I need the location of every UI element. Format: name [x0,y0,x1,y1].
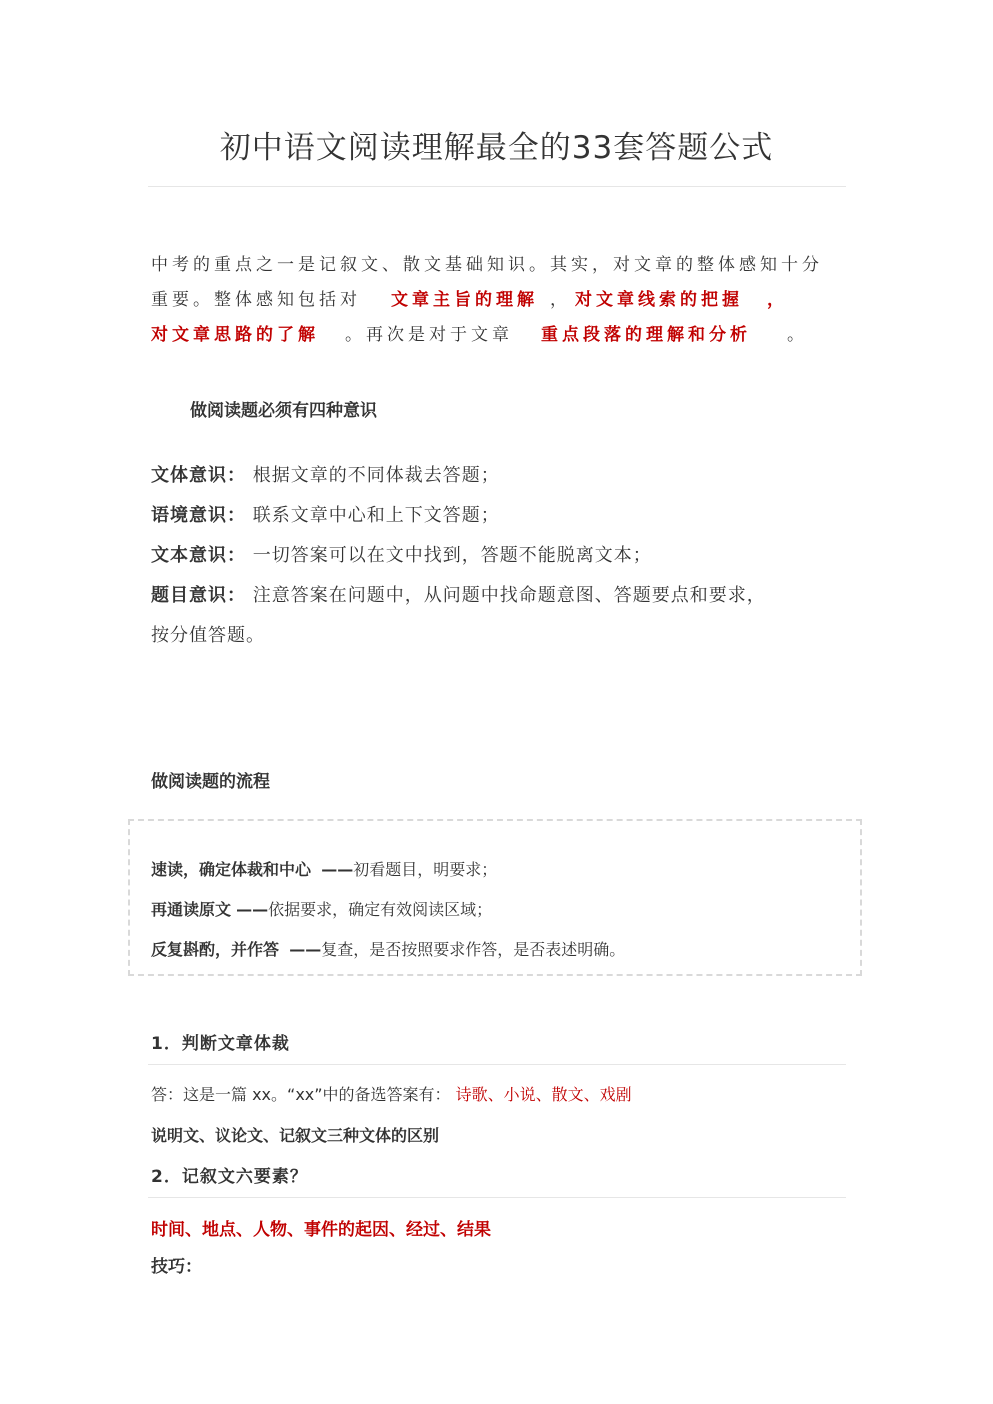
awareness-text: 注意答案在问题中，从问题中找命题意图、答题要点和要求， [252,585,766,606]
flow-list [151,850,625,970]
awareness-text: 根据文章的不同体裁去答题； [252,465,500,486]
flow-text: 依据要求，确定有效阅读区域； [268,900,493,919]
section-2-divider [148,1197,846,1198]
awareness-text: 联系文章中心和上下文答题； [252,505,500,526]
section-1-divider [148,1064,846,1065]
flow-dash: —— [289,940,322,959]
highlight-theme: 文章主旨的理解 [391,290,538,310]
highlight-key-paragraphs: 重点段落的理解和分析 [541,325,751,345]
flow-step: 再通读原文 [151,900,232,919]
flow-heading: 做阅读题的流程 [151,772,270,792]
awareness-label: 题目意识： [151,585,246,606]
awareness-label: 文体意识： [151,465,246,486]
intro-line-1: 中考的重点之一是记叙文、散文基础知识。其实，对文章的整体感知十分 [151,255,823,275]
flow-text: 初看题目，明要求； [353,860,498,879]
awareness-continuation: 按分值答题。 [151,625,265,646]
intro-text: 重要。整体感知包括对 [151,290,361,310]
flow-dash: —— [321,860,354,879]
flow-step: 速读，确定体裁和中心 [151,860,312,879]
intro-line-2 [151,283,841,318]
list-item [151,536,851,576]
list-item [151,456,851,496]
awareness-label: 文本意识： [151,545,246,566]
intro-paragraph [151,248,841,353]
intro-comma: ， [767,290,788,310]
awareness-list [151,456,851,656]
four-awareness-heading: 做阅读题必须有四种意识 [190,401,377,421]
list-item [151,850,625,890]
list-item [151,576,851,616]
intro-line-3 [151,318,841,353]
six-elements: 时间、地点、人物、事件的起因、经过、结果 [151,1220,491,1240]
awareness-label: 语境意识： [151,505,246,526]
title-divider [148,186,846,187]
intro-separator: ， [550,290,571,310]
section-1-answer [151,1082,632,1105]
list-item [151,890,625,930]
tips-label: 技巧： [151,1257,202,1277]
genre-difference: 说明文、议论文、记叙文三种文体的区别 [151,1126,440,1145]
intro-text: 。再次是对于文章 [345,325,513,345]
list-item [151,496,851,536]
highlight-clue: 对文章线索的把握 [575,290,743,310]
awareness-text: 一切答案可以在文中找到，答题不能脱离文本； [252,545,652,566]
answer-prefix: 答：这是一篇 xx。“xx”中的备选答案有： [151,1085,451,1104]
section-2-heading: 2．记叙文六要素？ [151,1167,308,1187]
intro-period: 。 [787,325,808,345]
flow-step: 反复斟酌，并作答 [151,940,280,959]
section-1-heading: 1．判断文章体裁 [151,1034,290,1054]
page-title: 初中语文阅读理解最全的33套答题公式 [219,130,774,166]
highlight-structure: 对文章思路的了解 [151,325,319,345]
answer-options: 诗歌、小说、散文、戏剧 [455,1085,632,1104]
list-item [151,930,625,970]
flow-text: 复查，是否按照要求作答，是否表述明确。 [321,940,626,959]
flow-dash: —— [236,900,269,919]
